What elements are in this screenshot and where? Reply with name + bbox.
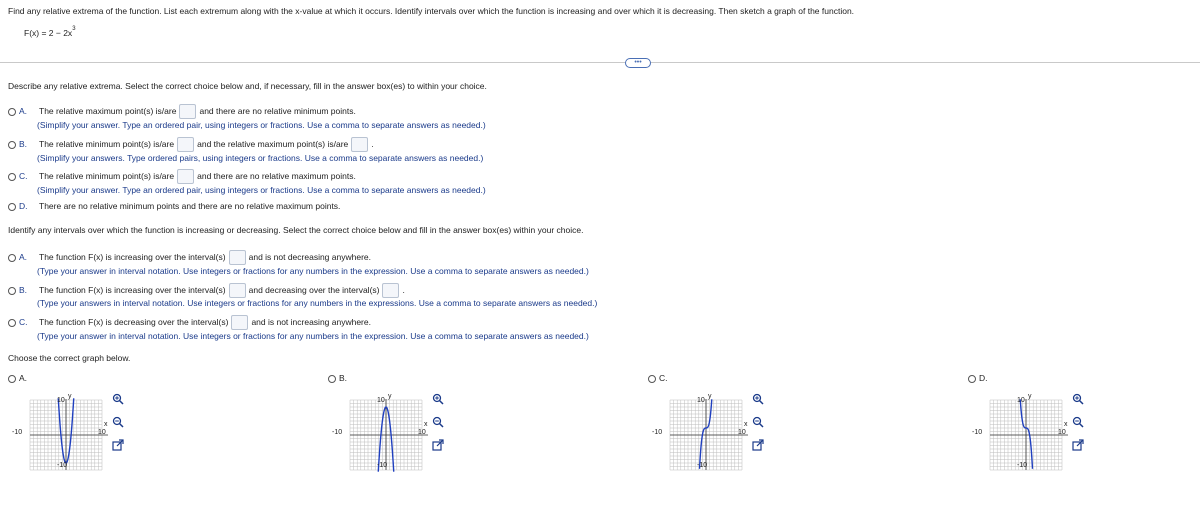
option-text: and is not increasing anywhere. <box>251 316 371 327</box>
radio-button[interactable] <box>968 375 976 383</box>
open-external-icon[interactable] <box>112 439 124 451</box>
option-hint: (Simplify your answer. Type an ordered pair, using integers or fractions. Use a comma to separate answers as needed.) <box>37 185 486 195</box>
option-letter: A. <box>19 251 28 262</box>
option-hint: (Simplify your answer. Type an ordered pair, using integers or fractions. Use a comma to separate answers as needed.) <box>37 120 486 130</box>
x-min-label: -10 <box>12 429 23 436</box>
part2-option-c[interactable] <box>8 315 371 330</box>
function-lhs: F(x) = 2 − 2x <box>24 28 73 38</box>
option-letter: B. <box>19 284 28 295</box>
graph-choice-c[interactable] <box>648 373 668 383</box>
option-letter: A. <box>19 373 28 383</box>
part1-option-a[interactable] <box>8 104 356 119</box>
part1-prompt: Describe any relative extrema. Select the correct choice below and, if necessary, fill in the answer box(es) to within your choice. <box>8 81 487 91</box>
graph-choice-d[interactable] <box>968 373 988 383</box>
option-hint: (Simplify your answers. Type ordered pairs, using integers or fractions. Use a comma to separate answers as needed.) <box>37 153 484 163</box>
option-text: The function F(x) is increasing over the interval(s) <box>39 284 226 295</box>
option-letter: C. <box>659 373 668 383</box>
option-letter: C. <box>19 170 28 181</box>
y-max-label: 10 <box>377 397 385 404</box>
option-text: and is not decreasing anywhere. <box>248 251 371 262</box>
zoom-in-icon[interactable] <box>752 393 764 405</box>
y-max-label: 10 <box>697 397 705 404</box>
answer-box[interactable] <box>229 250 246 265</box>
radio-button[interactable] <box>8 319 16 327</box>
option-text: There are no relative minimum points and there are no relative maximum points. <box>39 201 341 211</box>
part1-option-c[interactable] <box>8 169 356 184</box>
x-max-label: 10 <box>738 429 746 436</box>
radio-button[interactable] <box>328 375 336 383</box>
open-external-icon[interactable] <box>432 439 444 451</box>
option-text: The function F(x) is increasing over the interval(s) <box>39 251 226 262</box>
y-axis-label: y <box>1028 393 1032 400</box>
option-text: The function F(x) is decreasing over the interval(s) <box>39 316 229 327</box>
x-min-label: -10 <box>332 429 343 436</box>
answer-box[interactable] <box>179 104 196 119</box>
option-text: The relative minimum point(s) is/are <box>39 138 175 149</box>
y-axis-label: y <box>68 393 72 400</box>
y-min-label: -10 <box>697 462 708 469</box>
graph-choice-a[interactable] <box>8 373 27 383</box>
part1-option-d[interactable] <box>8 201 340 211</box>
option-letter: A. <box>19 105 28 116</box>
answer-box[interactable] <box>231 315 248 330</box>
part2-option-a[interactable] <box>8 250 371 265</box>
x-max-label: 10 <box>418 429 426 436</box>
option-text: The relative minimum point(s) is/are <box>39 170 175 181</box>
y-max-label: 10 <box>57 397 65 404</box>
answer-box[interactable] <box>177 169 194 184</box>
option-text: and there are no relative maximum points. <box>197 170 356 181</box>
option-text: . <box>371 138 374 149</box>
x-axis-label: x <box>424 421 428 428</box>
y-min-label: -10 <box>377 462 388 469</box>
y-min-label: -10 <box>1017 462 1028 469</box>
option-letter: B. <box>19 138 28 149</box>
radio-button[interactable] <box>8 254 16 262</box>
option-text: The relative maximum point(s) is/are <box>39 105 177 116</box>
answer-box[interactable] <box>351 137 368 152</box>
option-text: and the relative maximum point(s) is/are <box>197 138 349 149</box>
zoom-out-icon[interactable] <box>752 416 764 428</box>
function-exponent: 3 <box>72 26 76 33</box>
option-text: and there are no relative minimum points. <box>199 105 356 116</box>
part3-prompt: Choose the correct graph below. <box>8 353 131 363</box>
radio-button[interactable] <box>648 375 656 383</box>
part1-option-b[interactable] <box>8 137 374 152</box>
x-min-label: -10 <box>972 429 983 436</box>
option-hint: (Type your answer in interval notation. Use integers or fractions for any numbers in the expression. Use a comma to separate answers as needed.) <box>37 331 589 341</box>
zoom-out-icon[interactable] <box>1072 416 1084 428</box>
y-axis-label: y <box>388 393 392 400</box>
option-text: . <box>402 284 405 295</box>
radio-button[interactable] <box>8 375 16 383</box>
radio-button[interactable] <box>8 173 16 181</box>
radio-button[interactable] <box>8 108 16 116</box>
option-hint: (Type your answers in interval notation. Use integers or fractions for any numbers in the expressions. Use a comma to separate answers as needed.) <box>37 298 598 308</box>
option-hint: (Type your answer in interval notation. Use integers or fractions for any numbers in the expression. Use a comma to separate answers as needed.) <box>37 266 589 276</box>
open-external-icon[interactable] <box>1072 439 1084 451</box>
section-divider <box>0 62 1200 63</box>
question-instruction: Find any relative extrema of the function. List each extremum along with the x-value at which it occurs. Identify intervals over which the function is increasing and over which it is decreasing. Then sketch a graph of the function. <box>8 6 855 16</box>
x-axis-label: x <box>104 421 108 428</box>
x-max-label: 10 <box>1058 429 1066 436</box>
option-text: and decreasing over the interval(s) <box>248 284 380 295</box>
expand-button[interactable]: ••• <box>625 58 651 68</box>
radio-button[interactable] <box>8 203 16 211</box>
zoom-in-icon[interactable] <box>1072 393 1084 405</box>
answer-box[interactable] <box>229 283 246 298</box>
answer-box[interactable] <box>177 137 194 152</box>
answer-box[interactable] <box>382 283 399 298</box>
zoom-in-icon[interactable] <box>432 393 444 405</box>
zoom-out-icon[interactable] <box>112 416 124 428</box>
option-letter: D. <box>979 373 988 383</box>
open-external-icon[interactable] <box>752 439 764 451</box>
zoom-in-icon[interactable] <box>112 393 124 405</box>
x-axis-label: x <box>744 421 748 428</box>
option-letter: C. <box>19 316 28 327</box>
y-max-label: 10 <box>1017 397 1025 404</box>
y-axis-label: y <box>708 393 712 400</box>
function-expression <box>24 28 76 38</box>
x-max-label: 10 <box>98 429 106 436</box>
radio-button[interactable] <box>8 287 16 295</box>
radio-button[interactable] <box>8 141 16 149</box>
graph-choice-b[interactable] <box>328 373 347 383</box>
option-letter: D. <box>19 201 28 211</box>
x-min-label: -10 <box>652 429 663 436</box>
x-axis-label: x <box>1064 421 1068 428</box>
y-min-label: -10 <box>57 462 68 469</box>
option-letter: B. <box>339 373 348 383</box>
part2-prompt: Identify any intervals over which the function is increasing or decreasing. Select the correct choice below and fill in the answer box(es) within your choice. <box>8 225 584 235</box>
part2-option-b[interactable] <box>8 283 405 298</box>
zoom-out-icon[interactable] <box>432 416 444 428</box>
